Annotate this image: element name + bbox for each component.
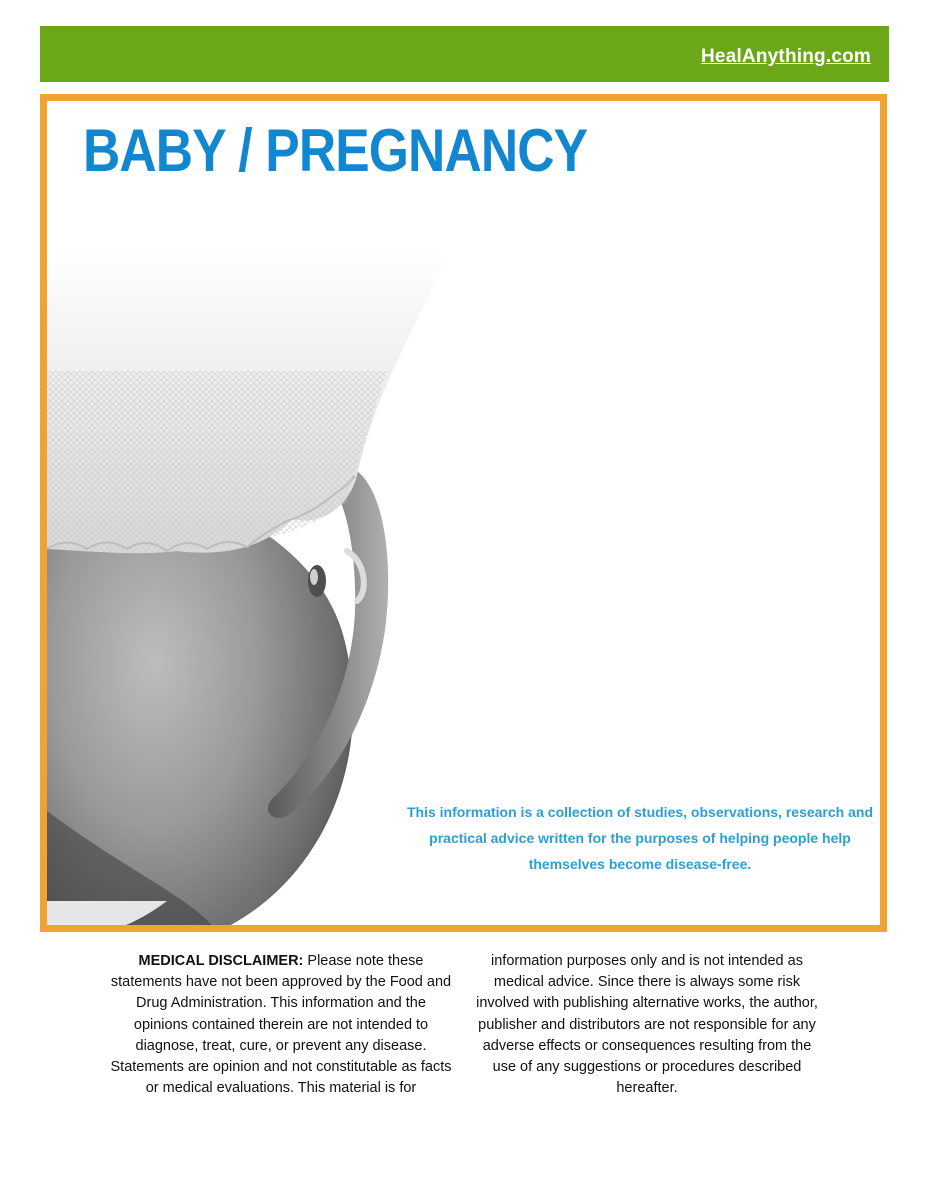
page-title: BABY / PREGNANCY bbox=[83, 117, 588, 184]
disclaimer-column-right bbox=[474, 951, 820, 1099]
cover-frame bbox=[40, 94, 887, 932]
site-link[interactable]: HealAnything.com bbox=[701, 46, 871, 67]
disclaimer-left-text: Please note these statements have not been approved by the Food and Drug Administration. This information and the opinions contained therein are not intended to diagnose, treat, cure, or prevent any disease. Statements are opinion and not constitutable as facts or medical evaluations. This material is for bbox=[110, 953, 452, 1097]
header-bar bbox=[40, 26, 889, 82]
disclaimer-heading: MEDICAL DISCLAIMER: bbox=[138, 953, 304, 969]
disclaimer-right-text: information purposes only and is not intended as medical advice. Since there is always some risk involved with publishing alternative works, the author, publisher and distributors are not responsible for any adverse effects or consequences resulting from the use of any suggestions or procedures described hereafter. bbox=[476, 953, 818, 1097]
disclaimer-column-left bbox=[108, 951, 454, 1099]
cover-tagline: This information is a collection of studies, observations, research and practical advice written for the purposes of helping people help themselves become disease-free. bbox=[407, 804, 873, 872]
medical-disclaimer bbox=[108, 951, 820, 1099]
